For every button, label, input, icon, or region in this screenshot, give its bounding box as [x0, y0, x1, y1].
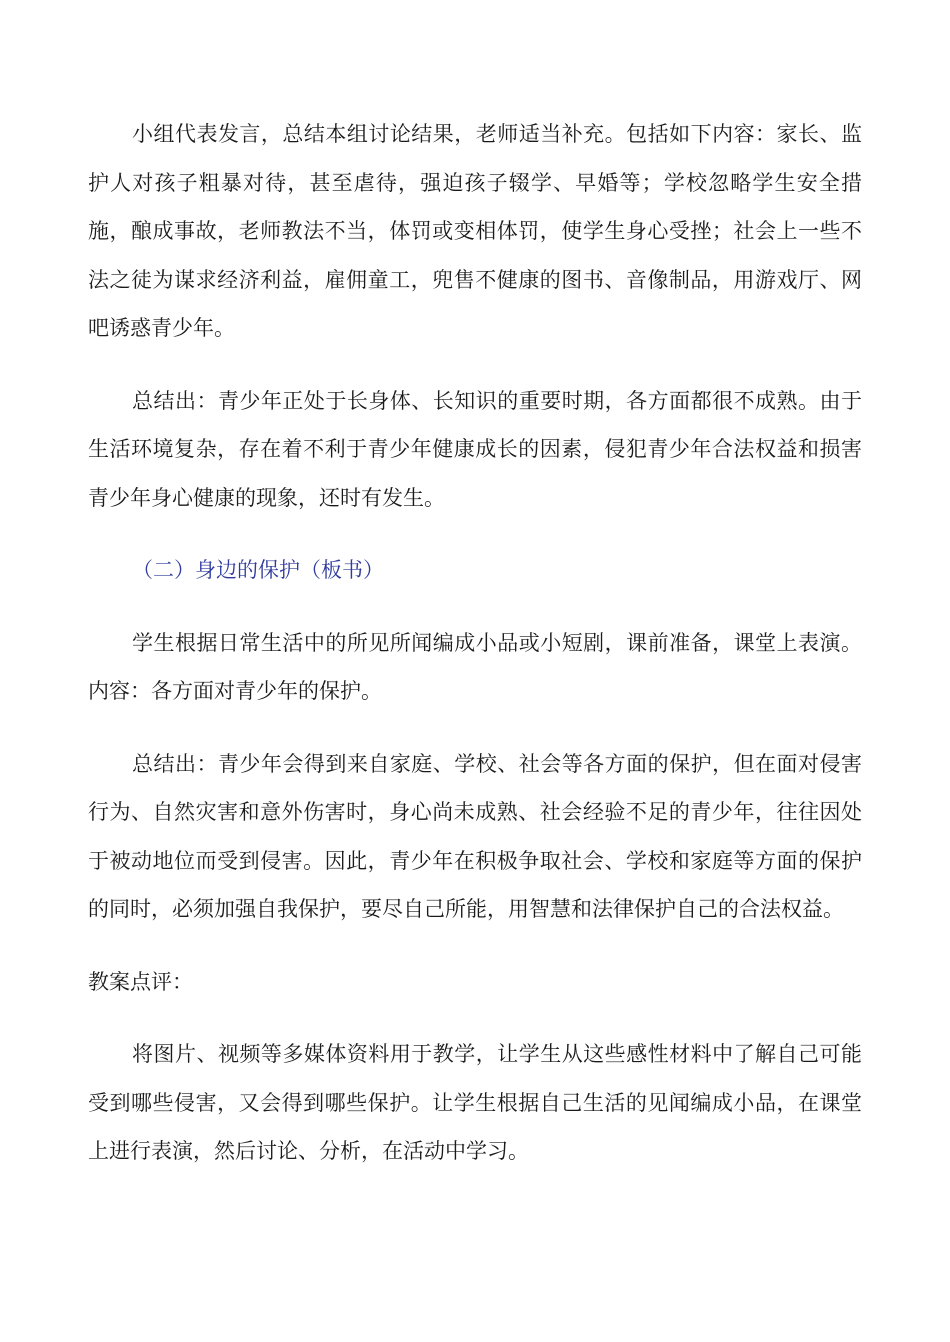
paragraph-summary-protection: 总结出：青少年会得到来自家庭、学校、社会等各方面的保护，但在面对侵害行为、自然灾害和意外伤害时，身心尚未成熟、社会经验不足的青少年，往往因处于被动地位而受到侵害。因此，青少年在积极争取社会、学校和家庭等方面的保护的同时，必须加强自我保护，要尽自己所能，用智慧和法律保护自己的合法权益。	[88, 751, 862, 921]
paragraph-group-report: 小组代表发言，总结本组讨论结果，老师适当补充。包括如下内容：家长、监护人对孩子粗暴对待，甚至虐待，强迫孩子辍学、早婚等；学校忽略学生安全措施，酿成事故，老师教法不当，体罚或变相体罚，使学生身心受挫；社会上一些不法之徒为谋求经济利益，雇佣童工，兜售不健康的图书、音像制品，用游戏厅、网吧诱惑青少年。	[88, 122, 862, 340]
section-heading-protection: （二）身边的保护（板书）	[132, 558, 384, 582]
paragraph-summary-harm: 总结出：青少年正处于长身体、长知识的重要时期，各方面都很不成熟。由于生活环境复杂，存在着不利于青少年健康成长的因素，侵犯青少年合法权益和损害青少年身心健康的现象，还时有发生。	[88, 388, 862, 510]
lesson-review-label: 教案点评：	[88, 969, 193, 994]
paragraph-lesson-review: 将图片、视频等多媒体资料用于教学，让学生从这些感性材料中了解自己可能受到哪些侵害，又会得到哪些保护。让学生根据自己生活的见闻编成小品，在课堂上进行表演，然后讨论、分析，在活动中学习。	[88, 1042, 862, 1163]
paragraph-skit-activity: 学生根据日常生活中的所见所闻编成小品或小短剧，课前准备，课堂上表演。内容：各方面对青少年的保护。	[88, 630, 862, 703]
